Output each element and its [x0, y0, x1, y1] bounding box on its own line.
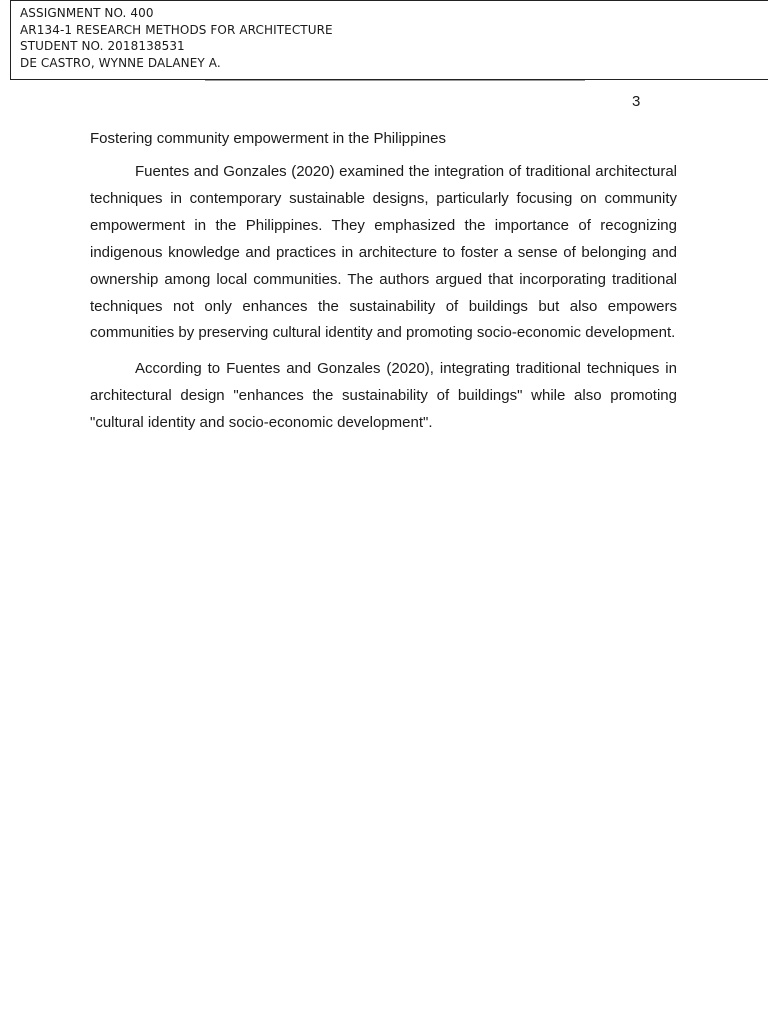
student-number: STUDENT NO. 2018138531 — [20, 39, 185, 53]
course-title: AR134-1 RESEARCH METHODS FOR ARCHITECTURE — [20, 22, 333, 37]
assignment-number: ASSIGNMENT NO. 400 — [20, 6, 154, 20]
paragraph-1: Fuentes and Gonzales (2020) examined the integration of traditional architectural techniques in contemporary sustainable designs, particularly focusing on community empowerment in the Philippines. They emphasized the importance of recognizing indigenous knowledge and practices in architecture to foster a sense of belonging and ownership among local communities. The authors argued that incorporating traditional techniques not only enhances the sustainability of buildings but also empowers communities by preserving cultural identity and promoting socio-economic development. — [90, 163, 677, 342]
paragraph-2: According to Fuentes and Gonzales (2020), integrating traditional techniques in architectural design "enhances the sustainability of buildings" while also promoting "cultural identity and socio-economic development". — [90, 360, 677, 432]
student-name: DE CASTRO, WYNNE DALANEY A. — [20, 55, 221, 70]
document-title: Fostering community empowerment in the Philippines — [90, 130, 446, 147]
header-divider — [205, 80, 585, 81]
page-number: 3 — [632, 93, 641, 110]
document-header-box — [10, 0, 768, 80]
document-body — [90, 128, 677, 446]
